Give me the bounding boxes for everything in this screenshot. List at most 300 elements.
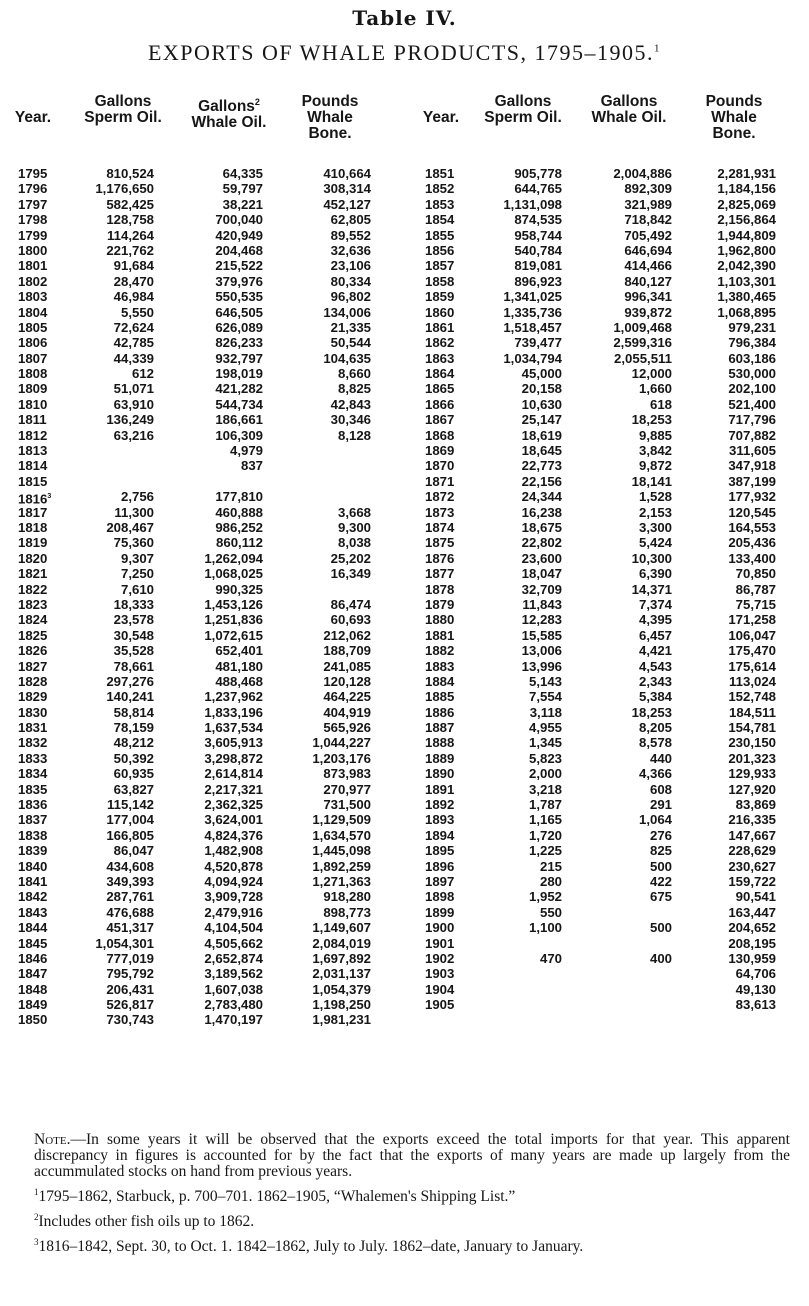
value-cell xyxy=(470,966,562,981)
year-cell: 1903 xyxy=(425,966,455,982)
value-cell: 1,237,962 xyxy=(204,689,263,705)
value-cell: 892,309 xyxy=(624,181,672,197)
value-cell: 96,802 xyxy=(330,289,371,305)
value-cell: 5,424 xyxy=(638,535,672,551)
value-cell: 63,827 xyxy=(113,781,154,797)
value-cell: 896,923 xyxy=(514,273,562,289)
value-cell: 18,253 xyxy=(631,704,672,720)
year-cell: 1837 xyxy=(18,812,48,828)
year-cell: 1842 xyxy=(18,889,48,905)
year-cell: 1863 xyxy=(425,350,455,366)
table-title xyxy=(0,40,809,66)
value-cell: 18,333 xyxy=(113,596,154,612)
year-cell: 1883 xyxy=(425,658,455,674)
value-cell: 4,543 xyxy=(638,658,672,674)
value-cell: 979,231 xyxy=(728,319,776,335)
year-footnote-ref: 3 xyxy=(47,493,52,501)
year-cell: 1899 xyxy=(425,904,455,920)
value-cell: 159,722 xyxy=(728,873,776,889)
value-cell: 422 xyxy=(649,873,672,889)
year-cell: 1858 xyxy=(425,273,455,289)
value-cell: 8,660 xyxy=(337,366,371,382)
right-whale-bone-column xyxy=(690,166,776,1012)
value-cell: 128,758 xyxy=(106,212,154,228)
value-cell: 939,872 xyxy=(624,304,672,320)
value-cell: 4,955 xyxy=(528,720,562,736)
table-title-text: EXPORTS OF WHALE PRODUCTS, 1795–1905. xyxy=(147,40,655,65)
value-cell: 177,004 xyxy=(106,812,154,828)
value-cell: 1,225 xyxy=(528,843,562,859)
value-cell: 215,522 xyxy=(215,258,263,274)
value-cell: 147,667 xyxy=(728,827,776,843)
value-cell: 826,233 xyxy=(215,335,263,351)
value-cell: 481,180 xyxy=(215,658,263,674)
value-cell: 652,401 xyxy=(215,643,263,659)
year-cell: 1864 xyxy=(425,366,455,382)
value-cell: 2,055,511 xyxy=(614,350,672,366)
year-cell: 1835 xyxy=(18,781,48,797)
header-bone-line1: Pounds xyxy=(301,93,359,110)
value-cell: 730,743 xyxy=(106,1012,154,1028)
value-cell: 840,127 xyxy=(624,273,672,289)
year-cell: 1796 xyxy=(18,181,48,197)
value-cell: 216,335 xyxy=(728,812,776,828)
value-cell: 64,335 xyxy=(222,166,263,181)
value-cell: 171,258 xyxy=(728,612,776,628)
value-cell: 873,983 xyxy=(323,766,371,782)
value-cell: 796,384 xyxy=(728,335,776,351)
value-cell: 2,031,137 xyxy=(312,966,371,982)
value-cell: 12,000 xyxy=(631,366,672,382)
value-cell: 1,034,794 xyxy=(503,350,562,366)
footnote-2 xyxy=(18,1209,790,1230)
header-sperm-line2: Sperm Oil. xyxy=(84,109,162,126)
value-cell: 64,706 xyxy=(735,966,776,982)
value-cell: 60,935 xyxy=(113,766,154,782)
value-cell: 1,952 xyxy=(528,889,562,905)
year-cell: 1798 xyxy=(18,212,48,228)
left-year-column xyxy=(18,166,51,1028)
value-cell: 127,920 xyxy=(728,781,776,797)
value-cell: 42,843 xyxy=(330,396,371,412)
value-cell: 3,298,872 xyxy=(204,750,263,766)
value-cell: 45,000 xyxy=(521,366,562,382)
value-cell: 115,142 xyxy=(107,797,154,813)
year-cell: 1905 xyxy=(425,997,455,1013)
value-cell: 175,470 xyxy=(728,643,776,659)
value-cell: 25,147 xyxy=(521,412,562,428)
footnote-1-mark: 1 xyxy=(34,1187,39,1197)
year-cell: 1824 xyxy=(18,612,48,628)
value-cell: 1,944,809 xyxy=(717,227,776,243)
value-cell: 62,805 xyxy=(330,212,371,228)
value-cell: 13,996 xyxy=(521,658,562,674)
value-cell: 2,000 xyxy=(528,766,562,782)
value-cell: 63,216 xyxy=(113,427,154,443)
value-cell: 205,436 xyxy=(728,535,776,551)
value-cell: 22,773 xyxy=(521,458,562,474)
year-cell: 1846 xyxy=(18,950,48,966)
right-whale-oil-column xyxy=(580,166,672,1012)
year-cell: 1853 xyxy=(425,196,455,212)
year-cell: 1886 xyxy=(425,704,455,720)
left-sperm-oil-column xyxy=(60,166,154,1028)
value-cell: 90,541 xyxy=(735,889,776,905)
value-cell: 18,675 xyxy=(521,519,562,535)
value-cell: 603,186 xyxy=(728,350,776,366)
value-cell: 874,535 xyxy=(514,212,562,228)
value-cell: 4,979 xyxy=(229,443,263,459)
value-cell: 228,629 xyxy=(728,843,776,859)
year-cell: 1855 xyxy=(425,227,455,243)
value-cell: 16,238 xyxy=(521,504,562,520)
year-cell: 1810 xyxy=(18,396,48,412)
value-cell: 990,325 xyxy=(215,581,263,597)
value-cell: 198,019 xyxy=(215,366,263,382)
header-bone-line2: Whale xyxy=(307,109,353,126)
year-cell: 1823 xyxy=(18,596,48,612)
value-cell: 24,344 xyxy=(521,489,562,505)
value-cell: 1,271,363 xyxy=(312,873,371,889)
value-cell: 78,159 xyxy=(113,720,154,736)
footnote-1-text: 1795–1862, Starbuck, p. 700–701. 1862–1905, “Whalemen's Shipping List.” xyxy=(38,1188,516,1206)
value-cell: 1,607,038 xyxy=(204,981,263,997)
value-cell: 291 xyxy=(649,797,672,813)
value-cell: 6,457 xyxy=(638,627,672,643)
value-cell: 1,054,301 xyxy=(95,935,154,951)
value-cell: 152,748 xyxy=(728,689,776,705)
value-cell: 739,477 xyxy=(514,335,562,351)
value-cell: 700,040 xyxy=(215,212,263,228)
value-cell: 3,189,562 xyxy=(204,966,263,982)
value-cell: 7,610 xyxy=(120,581,154,597)
value-cell: 50,544 xyxy=(330,335,371,351)
value-cell: 134,006 xyxy=(323,304,371,320)
value-cell: 311,605 xyxy=(729,443,776,459)
value-cell: 986,252 xyxy=(215,519,263,535)
value-cell: 166,805 xyxy=(106,827,154,843)
value-cell: 1,009,468 xyxy=(613,319,672,335)
year-cell: 1841 xyxy=(18,873,48,889)
value-cell: 206,431 xyxy=(106,981,154,997)
note-paragraph xyxy=(18,1132,790,1180)
year-cell: 1888 xyxy=(425,735,455,751)
value-cell: 48,212 xyxy=(113,735,154,751)
year-cell: 1881 xyxy=(425,627,455,643)
value-cell: 89,552 xyxy=(330,227,371,243)
value-cell xyxy=(60,458,154,473)
value-cell: 50,392 xyxy=(113,750,154,766)
value-cell: 30,548 xyxy=(113,627,154,643)
value-cell: 7,554 xyxy=(528,689,562,705)
value-cell: 28,470 xyxy=(113,273,154,289)
year-cell: 1814 xyxy=(18,458,48,474)
value-cell: 276 xyxy=(649,827,672,843)
year-cell: 1876 xyxy=(425,550,455,566)
value-cell: 414,466 xyxy=(624,258,672,274)
value-cell: 9,300 xyxy=(337,519,371,535)
value-cell: 70,850 xyxy=(735,566,776,582)
year-cell: 1820 xyxy=(18,550,48,566)
year-cell: 1873 xyxy=(425,504,455,520)
value-cell: 1,341,025 xyxy=(503,289,562,305)
left-whale-oil-column xyxy=(170,166,263,1028)
year-cell: 1832 xyxy=(18,735,48,751)
value-cell: 451,317 xyxy=(106,920,154,936)
value-cell: 2,084,019 xyxy=(312,935,371,951)
value-cell: 1,528 xyxy=(638,489,672,505)
year-cell: 1904 xyxy=(425,981,455,997)
value-cell: 14,371 xyxy=(631,581,672,597)
value-cell: 114,264 xyxy=(107,227,154,243)
value-cell: 188,709 xyxy=(323,643,371,659)
value-cell: 4,824,376 xyxy=(204,827,263,843)
value-cell: 7,374 xyxy=(638,596,672,612)
value-cell: 932,797 xyxy=(215,350,263,366)
footnote-3-text: 1816–1842, Sept. 30, to Oct. 1. 1842–1862, July to July. 1862–date, January to January. xyxy=(38,1238,584,1256)
value-cell: 13,006 xyxy=(521,643,562,659)
value-cell: 1,445,098 xyxy=(312,843,371,859)
value-cell: 644,765 xyxy=(514,181,562,197)
value-cell: 3,624,001 xyxy=(204,812,263,828)
header-whale-line1: Gallons xyxy=(600,93,658,110)
year-cell: 1818 xyxy=(18,519,48,535)
value-cell: 1,100 xyxy=(528,920,562,936)
right-year-column xyxy=(425,166,454,1012)
value-cell: 550 xyxy=(539,904,562,920)
value-cell: 106,047 xyxy=(728,627,776,643)
value-cell: 35,528 xyxy=(113,643,154,659)
year-cell: 1901 xyxy=(425,935,455,951)
value-cell: 11,300 xyxy=(114,504,154,520)
year-cell: 1804 xyxy=(18,304,48,320)
value-cell: 646,694 xyxy=(624,242,672,258)
value-cell: 133,400 xyxy=(728,550,776,566)
value-cell: 2,042,390 xyxy=(717,258,776,274)
year-cell: 1802 xyxy=(18,273,48,289)
year-cell: 1847 xyxy=(18,966,48,982)
value-cell: 221,762 xyxy=(106,242,154,258)
year-cell: 1808 xyxy=(18,366,48,382)
value-cell: 5,550 xyxy=(120,304,154,320)
value-cell: 32,709 xyxy=(521,581,562,597)
header-whale-left xyxy=(176,94,282,131)
header-bone-line2: Whale xyxy=(711,109,757,126)
year-cell: 1897 xyxy=(425,873,455,889)
value-cell: 404,919 xyxy=(323,704,371,720)
year-cell: 1900 xyxy=(425,920,455,936)
value-cell: 1,131,098 xyxy=(503,196,562,212)
value-cell: 2,156,864 xyxy=(717,212,776,228)
year-cell: 1831 xyxy=(18,720,48,736)
value-cell: 1,103,301 xyxy=(717,273,776,289)
year-cell: 1844 xyxy=(18,920,48,936)
value-cell: 10,300 xyxy=(631,550,672,566)
header-bone-line3: Bone. xyxy=(308,125,352,142)
year-cell: 1850 xyxy=(18,1012,48,1028)
header-bone-line3: Bone. xyxy=(712,125,756,142)
value-cell: 5,384 xyxy=(638,689,672,705)
value-cell: 140,241 xyxy=(106,689,154,705)
year-cell: 1895 xyxy=(425,843,455,859)
value-cell: 1,453,126 xyxy=(204,596,263,612)
value-cell: 2,281,931 xyxy=(717,166,776,181)
year-cell: 1882 xyxy=(425,643,455,659)
value-cell: 2,004,886 xyxy=(613,166,672,181)
value-cell: 996,341 xyxy=(624,289,672,305)
value-cell: 3,909,728 xyxy=(204,889,263,905)
footnote-2-mark: 2 xyxy=(34,1212,39,1223)
value-cell: 349,393 xyxy=(106,873,154,889)
value-cell: 2,343 xyxy=(638,673,672,689)
value-cell: 2,153 xyxy=(638,504,672,520)
value-cell: 1,068,895 xyxy=(717,304,776,320)
value-cell: 905,778 xyxy=(514,166,562,181)
value-cell: 10,630 xyxy=(521,396,562,412)
value-cell: 675 xyxy=(649,889,672,905)
value-cell: 1,262,094 xyxy=(204,550,263,566)
year-cell: 1869 xyxy=(425,443,455,459)
value-cell: 464,225 xyxy=(323,689,371,705)
value-cell: 177,932 xyxy=(728,489,776,505)
year-cell: 1821 xyxy=(18,566,48,582)
value-cell: 1,482,908 xyxy=(204,843,263,859)
value-cell: 1,335,736 xyxy=(503,304,562,320)
value-cell: 5,823 xyxy=(528,750,562,766)
year-cell: 1867 xyxy=(425,412,455,428)
value-cell: 202,100 xyxy=(728,381,776,397)
value-cell: 186,661 xyxy=(215,412,263,428)
header-whale-line1 xyxy=(176,94,282,115)
value-cell: 717,796 xyxy=(728,412,776,428)
value-cell: 106,309 xyxy=(215,427,263,443)
value-cell xyxy=(282,582,371,597)
year-cell: 1862 xyxy=(425,335,455,351)
value-cell: 410,664 xyxy=(323,166,371,181)
value-cell: 25,202 xyxy=(330,550,371,566)
whale-footnote-ref: 2 xyxy=(254,97,260,107)
header-whale-line2: Whale Oil. xyxy=(191,114,267,132)
value-cell: 2,479,916 xyxy=(204,904,263,920)
value-cell: 1,072,615 xyxy=(204,627,263,643)
header-bone-right xyxy=(692,94,776,142)
value-cell: 3,118 xyxy=(529,704,562,720)
value-cell: 795,792 xyxy=(106,966,154,982)
value-cell: 4,366 xyxy=(638,766,672,782)
value-cell: 500 xyxy=(649,920,672,936)
year-cell: 1859 xyxy=(425,289,455,305)
value-cell: 184,511 xyxy=(729,704,776,720)
value-cell: 1,184,156 xyxy=(717,181,776,197)
value-cell: 958,744 xyxy=(514,227,562,243)
value-cell: 646,505 xyxy=(215,304,263,320)
value-cell: 104,635 xyxy=(323,350,371,366)
value-cell: 4,505,662 xyxy=(204,935,263,951)
value-cell: 287,761 xyxy=(106,889,154,905)
value-cell: 526,817 xyxy=(106,997,154,1013)
value-cell: 204,652 xyxy=(728,920,776,936)
value-cell: 11,843 xyxy=(522,596,562,612)
header-year-right: Year. xyxy=(422,109,460,126)
year-cell: 1898 xyxy=(425,889,455,905)
header-sperm-left xyxy=(68,94,178,126)
header-year-left: Year. xyxy=(14,109,52,126)
value-cell xyxy=(470,982,562,997)
value-cell: 565,926 xyxy=(323,720,371,736)
value-cell: 208,195 xyxy=(728,935,776,951)
value-cell: 91,684 xyxy=(113,258,154,274)
year-cell: 1827 xyxy=(18,658,48,674)
value-cell: 898,773 xyxy=(323,904,371,920)
value-cell: 83,869 xyxy=(735,797,776,813)
year-cell: 1830 xyxy=(18,704,48,720)
value-cell: 9,307 xyxy=(120,550,154,566)
value-cell: 130,959 xyxy=(728,950,776,966)
header-whale-word: Gallons xyxy=(198,98,255,116)
note-text: —In some years it will be observed that the exports exceed the total imports for that year. This apparent discrepancy in figures is accounted for by the fact that the exports of many years are made up largely from the accummulated stocks on hand from previous years. xyxy=(34,1131,790,1180)
value-cell: 80,334 xyxy=(330,273,371,289)
year-cell: 1813 xyxy=(18,443,48,459)
title-footnote-ref: 1 xyxy=(654,42,662,55)
value-cell: 8,825 xyxy=(337,381,371,397)
year-cell: 1840 xyxy=(18,858,48,874)
year-cell: 1822 xyxy=(18,581,48,597)
value-cell: 4,395 xyxy=(638,612,672,628)
value-cell: 60,693 xyxy=(330,612,371,628)
value-cell xyxy=(60,443,154,458)
year-cell: 1819 xyxy=(18,535,48,551)
year-cell: 1828 xyxy=(18,673,48,689)
year-cell: 1887 xyxy=(425,720,455,736)
year-cell: 1879 xyxy=(425,596,455,612)
year-cell: 1857 xyxy=(425,258,455,274)
value-cell: 7,250 xyxy=(120,566,154,582)
value-cell: 23,578 xyxy=(113,612,154,628)
value-cell: 5,143 xyxy=(528,673,562,689)
value-cell: 434,608 xyxy=(106,858,154,874)
value-cell: 1,660 xyxy=(638,381,672,397)
year-cell: 1902 xyxy=(425,950,455,966)
value-cell: 49,130 xyxy=(735,981,776,997)
header-sperm-right xyxy=(470,94,576,126)
year-cell: 1839 xyxy=(18,843,48,859)
year-cell: 1880 xyxy=(425,612,455,628)
value-cell: 59,797 xyxy=(222,181,263,197)
value-cell: 22,802 xyxy=(521,535,562,551)
value-cell: 38,221 xyxy=(222,196,263,212)
value-cell: 4,520,878 xyxy=(204,858,263,874)
value-cell: 4,094,924 xyxy=(204,873,263,889)
value-cell: 58,814 xyxy=(113,704,154,720)
value-cell: 1,251,836 xyxy=(204,612,263,628)
year-cell: 1891 xyxy=(425,781,455,797)
value-cell: 705,492 xyxy=(624,227,672,243)
header-sperm-line1: Gallons xyxy=(94,93,152,110)
value-cell: 9,872 xyxy=(638,458,672,474)
value-cell xyxy=(282,458,371,473)
value-cell: 297,276 xyxy=(106,673,154,689)
year-cell: 1875 xyxy=(425,535,455,551)
footnote-2-text: Includes other fish oils up to 1862. xyxy=(38,1213,255,1231)
value-cell: 164,553 xyxy=(728,519,776,535)
value-cell: 1,345 xyxy=(528,735,562,751)
year-cell: 1834 xyxy=(18,766,48,782)
note-label: Note. xyxy=(34,1131,71,1148)
value-cell: 208,467 xyxy=(106,519,154,535)
value-cell: 120,545 xyxy=(728,504,776,520)
year-cell: 1795 xyxy=(18,166,48,181)
year-cell: 1825 xyxy=(18,627,48,643)
